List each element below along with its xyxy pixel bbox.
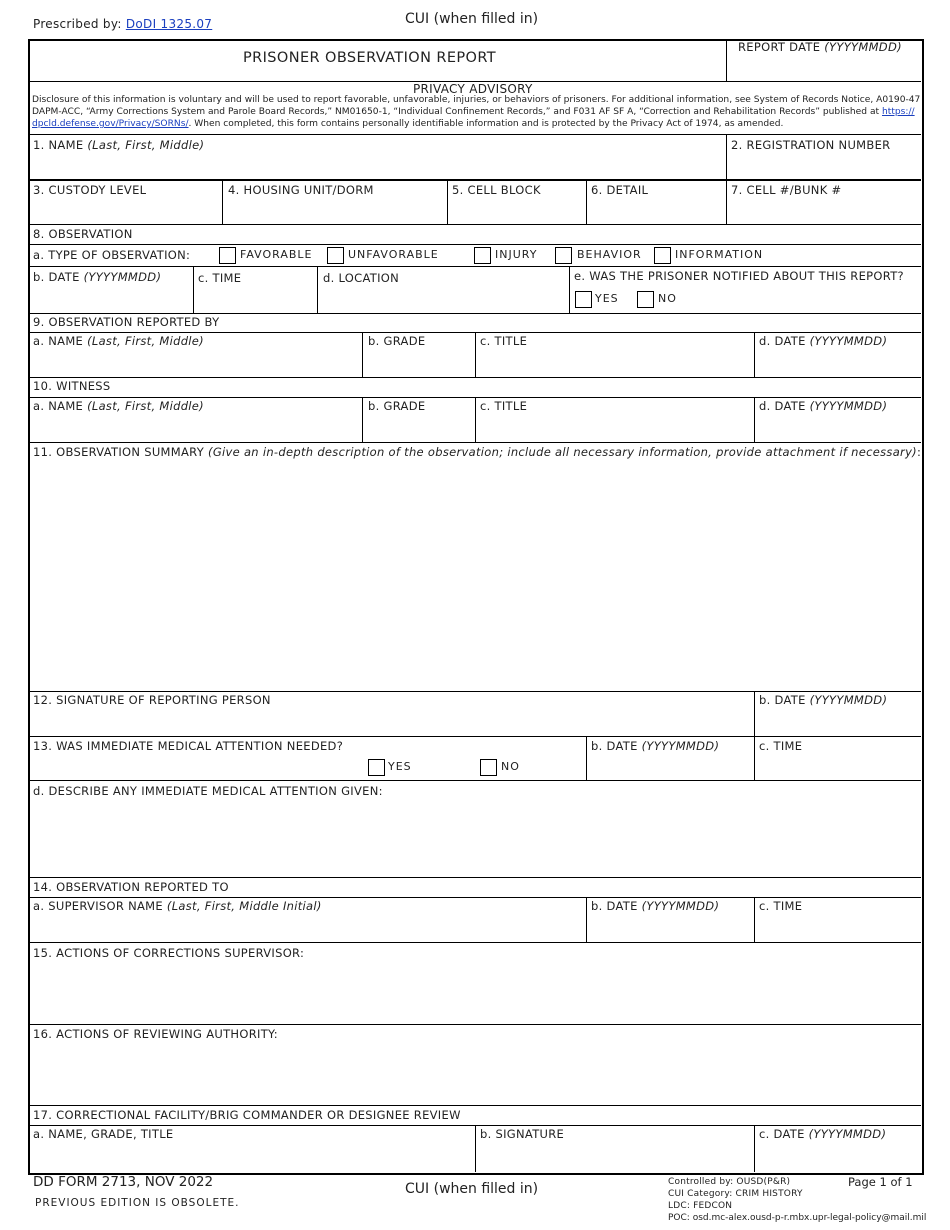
divider xyxy=(447,181,448,224)
name-hint: (Last, First, Middle) xyxy=(87,138,205,152)
observation-location-label: d. LOCATION xyxy=(323,271,400,285)
reporter-date-input[interactable] xyxy=(756,350,920,375)
divider xyxy=(29,134,921,135)
reporter-name-input[interactable] xyxy=(30,350,360,375)
behavior-checkbox[interactable] xyxy=(555,247,572,264)
supervisor-date-input[interactable] xyxy=(588,915,752,940)
date-hint: (YYYYMMDD) xyxy=(808,1127,887,1141)
summary-textarea[interactable] xyxy=(30,462,920,690)
medical-no-checkbox[interactable] xyxy=(480,759,497,776)
housing-input[interactable] xyxy=(224,198,445,222)
divider xyxy=(726,181,727,224)
observation-heading: 8. OBSERVATION xyxy=(33,227,133,241)
witness-name-input[interactable] xyxy=(30,415,360,440)
divider xyxy=(29,942,921,943)
supervisor-text: a. SUPERVISOR NAME xyxy=(33,899,163,913)
report-date-format: (YYYYMMDD) xyxy=(824,40,902,54)
privacy-link[interactable]: https:// xyxy=(882,107,915,117)
witness-title-input[interactable] xyxy=(477,415,752,440)
divider xyxy=(29,266,921,267)
supervisor-actions-textarea[interactable] xyxy=(30,962,920,1022)
privacy-text-line1: Disclosure of this information is voluntary and will be used to report favorable, unfavorable, injuries, or behaviors of prisoners. For additional information, see System of Records Notice, A0190-47 xyxy=(32,95,921,105)
name-hint: (Last, First, Middle) xyxy=(87,399,204,413)
divider xyxy=(29,877,921,878)
divider xyxy=(317,267,318,313)
medical-needed-label: 13. WAS IMMEDIATE MEDICAL ATTENTION NEEDED? xyxy=(33,739,344,753)
privacy-text: . When completed, this form contains personally identifiable information and is protected by the Privacy Act of 1974, as amended. xyxy=(188,119,784,129)
controlled-by: Controlled by: OUSD(P&R) xyxy=(668,1177,791,1187)
report-date-text: REPORT DATE xyxy=(738,40,821,54)
divider xyxy=(193,267,194,313)
registration-input[interactable] xyxy=(728,153,920,178)
name-hint: (Last, First, Middle) xyxy=(87,334,204,348)
divider xyxy=(29,897,921,898)
divider xyxy=(29,691,921,692)
bunk-input[interactable] xyxy=(728,198,920,222)
witness-date-input[interactable] xyxy=(756,415,920,440)
privacy-text: DAPM-ACC, “Army Corrections System and Parole Board Records,” NM01650-1, “Individual Confinement Records,” and F031 AF SF A, “Correction and Rehabilitation Records” published at xyxy=(32,107,880,117)
witness-date-label xyxy=(759,399,887,413)
reporter-grade-label: b. GRADE xyxy=(368,334,426,348)
prescribed-by xyxy=(33,17,212,31)
reporter-grade-input[interactable] xyxy=(364,350,473,375)
divider xyxy=(29,442,921,443)
privacy-heading: PRIVACY ADVISORY xyxy=(413,82,533,96)
medical-describe-label: d. DESCRIBE ANY IMMEDIATE MEDICAL ATTENTION GIVEN: xyxy=(33,784,383,798)
divider xyxy=(586,737,587,780)
divider xyxy=(754,898,755,942)
prescribed-label: Prescribed by: xyxy=(33,17,122,31)
divider xyxy=(29,313,921,314)
medical-yes-label: YES xyxy=(388,760,412,773)
supervisor-time-label: c. TIME xyxy=(759,899,803,913)
divider xyxy=(475,333,476,377)
date-text: b. DATE xyxy=(591,899,638,913)
supervisor-actions-label: 15. ACTIONS OF CORRECTIONS SUPERVISOR: xyxy=(33,946,305,960)
divider xyxy=(754,692,755,736)
cui-footer: CUI (when filled in) xyxy=(405,1181,539,1197)
signature-date-label xyxy=(759,693,887,707)
name-text: a. NAME xyxy=(33,399,84,413)
observation-date-input[interactable] xyxy=(30,286,191,311)
divider xyxy=(29,1024,921,1025)
witness-name-label xyxy=(33,399,204,413)
form-id: DD FORM 2713, NOV 2022 xyxy=(33,1174,214,1190)
name-label xyxy=(33,138,204,152)
cui-category: CUI Category: CRIM HISTORY xyxy=(668,1189,803,1199)
notified-no-label: NO xyxy=(658,292,677,305)
summary-label xyxy=(33,445,921,459)
divider xyxy=(754,333,755,377)
divider xyxy=(362,333,363,377)
cellblock-label: 5. CELL BLOCK xyxy=(452,183,541,197)
summary-hint: (Give an in-depth description of the observation; include all necessary information, provide attachment if necessary) xyxy=(208,445,917,459)
custody-label: 3. CUSTODY LEVEL xyxy=(33,183,147,197)
summary-text: 11. OBSERVATION SUMMARY xyxy=(33,445,205,459)
name-text: 1. NAME xyxy=(33,138,84,152)
date-hint: (YYYYMMDD) xyxy=(83,270,162,284)
date-text: b. DATE xyxy=(591,739,638,753)
privacy-text-line2 xyxy=(32,107,915,117)
signature-date-input[interactable] xyxy=(756,709,920,734)
prescribed-link[interactable]: DoDI 1325.07 xyxy=(125,17,213,31)
behavior-label: BEHAVIOR xyxy=(577,248,642,261)
cellblock-input[interactable] xyxy=(449,198,584,222)
observation-time-input[interactable] xyxy=(195,286,315,311)
form-title: PRISONER OBSERVATION REPORT xyxy=(243,50,497,66)
divider xyxy=(29,377,921,378)
reporter-title-input[interactable] xyxy=(477,350,752,375)
unfavorable-checkbox[interactable] xyxy=(327,247,344,264)
medical-time-input[interactable] xyxy=(756,755,920,778)
prisoner-name-input[interactable] xyxy=(30,153,724,178)
privacy-link[interactable]: dpcld.defense.gov/Privacy/SORNs/ xyxy=(32,119,189,129)
name-text: a. NAME xyxy=(33,334,84,348)
unfavorable-label: UNFAVORABLE xyxy=(348,248,439,261)
supervisor-date-label xyxy=(591,899,719,913)
commander-review-heading: 17. CORRECTIONAL FACILITY/BRIG COMMANDER OR DESIGNEE REVIEW xyxy=(33,1108,461,1122)
divider xyxy=(362,398,363,442)
privacy-text-line3 xyxy=(32,119,783,129)
observation-time-label: c. TIME xyxy=(198,271,242,285)
housing-label: 4. HOUSING UNIT/DORM xyxy=(228,183,374,197)
page-number: Page 1 of 1 xyxy=(848,1175,913,1189)
registration-label: 2. REGISTRATION NUMBER xyxy=(731,138,891,152)
medical-no-label: NO xyxy=(501,760,520,773)
date-hint: (YYYYMMDD) xyxy=(809,399,888,413)
divider xyxy=(475,1126,476,1172)
divider xyxy=(29,736,921,737)
medical-describe-textarea[interactable] xyxy=(30,801,920,875)
favorable-checkbox[interactable] xyxy=(219,247,236,264)
commander-name-label: a. NAME, GRADE, TITLE xyxy=(33,1127,174,1141)
detail-label: 6. DETAIL xyxy=(591,183,649,197)
poc: POC: osd.mc-alex.ousd-p-r.mbx.upr-legal-policy@mail.mil xyxy=(668,1213,927,1223)
notified-yes-label: YES xyxy=(595,292,619,305)
detail-input[interactable] xyxy=(588,198,724,222)
date-text: d. DATE xyxy=(759,399,806,413)
divider xyxy=(29,179,921,181)
witness-grade-label: b. GRADE xyxy=(368,399,426,413)
ldc: LDC: FEDCON xyxy=(668,1201,733,1211)
notified-no-checkbox[interactable] xyxy=(637,291,654,308)
commander-date-label xyxy=(759,1127,886,1141)
medical-yes-checkbox[interactable] xyxy=(368,759,385,776)
date-hint: (YYYYMMDD) xyxy=(809,334,888,348)
custody-input[interactable] xyxy=(30,198,220,222)
witness-grade-input[interactable] xyxy=(364,415,473,440)
witness-heading: 10. WITNESS xyxy=(33,379,111,393)
obsolete-notice: PREVIOUS EDITION IS OBSOLETE. xyxy=(35,1197,240,1209)
cui-header: CUI (when filled in) xyxy=(405,11,539,27)
reviewing-actions-textarea[interactable] xyxy=(30,1043,920,1103)
bunk-label: 7. CELL #/BUNK # xyxy=(731,183,842,197)
reporter-name-label xyxy=(33,334,204,348)
divider xyxy=(754,1126,755,1172)
observation-date-label xyxy=(33,270,161,284)
reviewing-actions-label: 16. ACTIONS OF REVIEWING AUTHORITY: xyxy=(33,1027,278,1041)
supervisor-time-input[interactable] xyxy=(756,915,920,940)
supervisor-hint: (Last, First, Middle Initial) xyxy=(166,899,322,913)
divider xyxy=(754,737,755,780)
divider xyxy=(29,780,921,781)
date-hint: (YYYYMMDD) xyxy=(809,693,888,707)
divider xyxy=(726,135,727,180)
commander-name-input[interactable] xyxy=(30,1143,473,1169)
date-text: d. DATE xyxy=(759,334,806,348)
observation-type-label: a. TYPE OF OBSERVATION: xyxy=(33,248,191,262)
injury-label: INJURY xyxy=(495,248,538,261)
medical-date-input[interactable] xyxy=(588,755,752,778)
medical-time-label: c. TIME xyxy=(759,739,803,753)
commander-signature-input[interactable] xyxy=(477,1143,752,1169)
reported-by-heading: 9. OBSERVATION REPORTED BY xyxy=(33,315,220,329)
commander-date-input[interactable] xyxy=(756,1143,920,1169)
witness-title-label: c. TITLE xyxy=(480,399,528,413)
signature-input[interactable] xyxy=(30,709,752,734)
report-date-label xyxy=(738,40,902,54)
report-date-input[interactable] xyxy=(727,56,920,80)
divider xyxy=(586,898,587,942)
summary-colon: : xyxy=(916,445,922,459)
favorable-label: FAVORABLE xyxy=(240,248,313,261)
date-text: c. DATE xyxy=(759,1127,805,1141)
information-checkbox[interactable] xyxy=(654,247,671,264)
reporter-date-label xyxy=(759,334,887,348)
divider xyxy=(29,224,921,225)
divider xyxy=(586,181,587,224)
date-text: b. DATE xyxy=(33,270,80,284)
notified-label: e. WAS THE PRISONER NOTIFIED ABOUT THIS REPORT? xyxy=(574,269,904,283)
divider xyxy=(754,398,755,442)
reporter-title-label: c. TITLE xyxy=(480,334,528,348)
supervisor-name-input[interactable] xyxy=(30,915,584,940)
commander-signature-label: b. SIGNATURE xyxy=(480,1127,565,1141)
reported-to-heading: 14. OBSERVATION REPORTED TO xyxy=(33,880,229,894)
date-hint: (YYYYMMDD) xyxy=(641,899,720,913)
divider xyxy=(475,398,476,442)
supervisor-name-label xyxy=(33,899,322,913)
divider xyxy=(29,244,921,245)
divider xyxy=(222,181,223,224)
signature-label: 12. SIGNATURE OF REPORTING PERSON xyxy=(33,693,271,707)
date-hint: (YYYYMMDD) xyxy=(641,739,720,753)
medical-date-label xyxy=(591,739,719,753)
notified-yes-checkbox[interactable] xyxy=(575,291,592,308)
information-label: INFORMATION xyxy=(675,248,764,261)
divider xyxy=(29,1105,921,1106)
divider xyxy=(569,267,570,313)
injury-checkbox[interactable] xyxy=(474,247,491,264)
observation-location-input[interactable] xyxy=(319,286,567,311)
date-text: b. DATE xyxy=(759,693,806,707)
